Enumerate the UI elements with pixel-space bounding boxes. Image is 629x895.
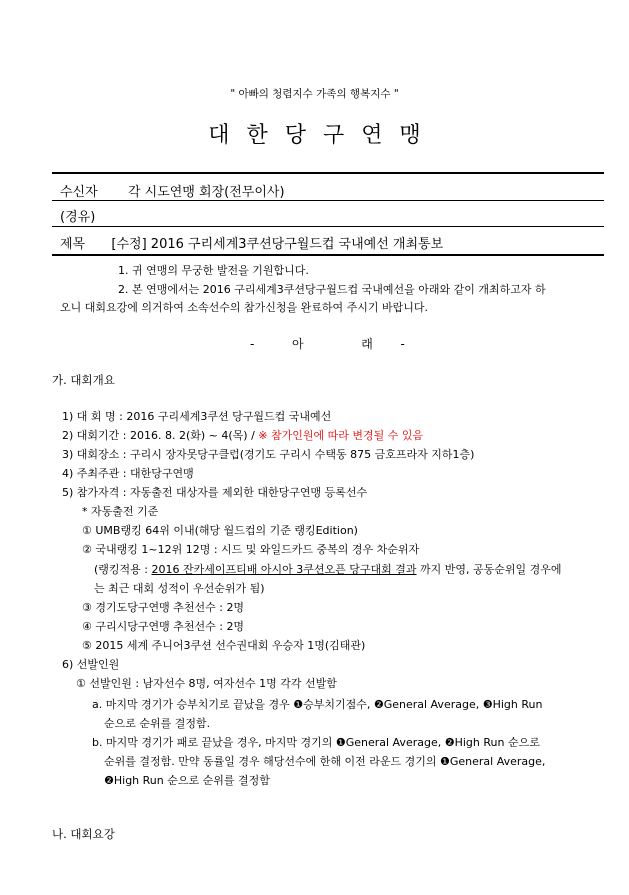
selection-a-line-2: 순으로 순위를 결정함. [104,717,211,730]
selection-1: ① 선발인원 : 남자선수 8명, 여자선수 1명 각각 선발함 [76,677,337,690]
motto: " 아빠의 청렴지수 가족의 행복지수 " [230,88,399,100]
item-6: 6) 선발인원 [62,658,120,671]
item-2-note: ※ 참가인원에 따라 변경될 수 있음 [258,429,424,442]
recipient-label: 수신자 [60,185,98,200]
criterion-1: ① UMB랭킹 64위 이내(해당 월드컵의 기준 랭킹Edition) [82,524,358,537]
criterion-2-sub-a: (랭킹적용 : [94,563,152,576]
subject-line [60,233,443,252]
item-5: 5) 참가자격 : 자동출전 대상자를 제외한 대한당구연맹 등록선수 [62,486,368,499]
below-heading [250,335,405,352]
item-3: 3) 대회장소 : 구리시 장자못당구클럽(경기도 구리시 수택동 875 금호프라자 지하1층) [62,448,475,461]
via-line: (경유) [60,210,96,225]
recipient-value: 각 시도연맹 회장(전무이사) [127,185,285,200]
section-ga-heading: 가. 대회개요 [52,373,115,387]
selection-a-line-1: a. 마지막 경기가 승부치기로 끝났을 경우 ❶승부치기점수, ❷General Average, ❸High Run [92,698,543,711]
header-rule-1 [52,200,604,201]
criterion-4: ④ 구리시당구연맹 추천선수 : 2명 [82,620,245,633]
criterion-2-sub-b: 까지 반영, 공동순위일 경우에 [416,563,562,576]
item-4: 4) 주최주관 : 대한당구연맹 [62,467,194,480]
selection-b-line-3: ❷High Run 순으로 순위를 결정함 [104,774,270,787]
header-rule-top [52,172,604,174]
header-rule-bottom [52,254,604,256]
paragraph-1: 1. 귀 연맹의 무궁한 발전을 기원합니다. [118,264,309,277]
section-na-heading: 나. 대회요강 [52,827,115,841]
criterion-2-sub-underlined: 2016 잔카세이프티배 아시아 3쿠션오픈 당구대회 결과 [151,563,417,576]
below-rae: 래 [361,337,373,351]
recipient-line [60,181,285,200]
paragraph-2-line-1: 2. 본 연맹에서는 2016 구리세계3쿠션당구월드컵 국내예선을 아래와 같이 개최하고자 하 [118,283,546,296]
org-name: 대한당구연맹 [208,123,438,148]
subject-value: [수정] 2016 구리세계3쿠션당구월드컵 국내예선 개최통보 [111,237,444,252]
below-dash-2: - [400,337,405,351]
criterion-2-sub-2: 는 최근 대회 성적이 우선순위가 됨) [94,582,265,595]
auto-entry-heading: * 자동출전 기준 [82,505,159,518]
selection-b-line-2: 순위를 결정함. 만약 동률일 경우 해당선수에 한해 이전 라운드 경기의 ❶General Average, [104,755,546,768]
item-1: 1) 대 회 명 : 2016 구리세계3쿠션 당구월드컵 국내예선 [62,410,332,423]
item-2 [62,427,423,443]
below-a: 아 [292,337,304,351]
subject-label: 제목 [60,237,86,252]
criterion-2: ② 국내랭킹 1~12위 12명 : 시드 및 와일드카드 중복의 경우 차순위자 [82,543,420,556]
selection-b-line-1: b. 마지막 경기가 패로 끝났을 경우, 마지막 경기의 ❶General Average, ❷High Run 순으로 [92,736,540,749]
criterion-5: ⑤ 2015 세계 주니어3쿠션 선수권대회 우승자 1명(김태관) [82,639,366,652]
item-2-main: 2) 대회기간 : 2016. 8. 2(화) ~ 4(목) / [62,429,259,442]
paragraph-2-line-2: 오니 대회요강에 의거하여 소속선수의 참가신청을 완료하여 주시기 바랍니다. [60,301,429,314]
criterion-2-sub [94,561,562,577]
below-dash-1: - [250,337,255,351]
header-rule-2 [52,226,604,227]
criterion-3: ③ 경기도당구연맹 추천선수 : 2명 [82,601,245,614]
